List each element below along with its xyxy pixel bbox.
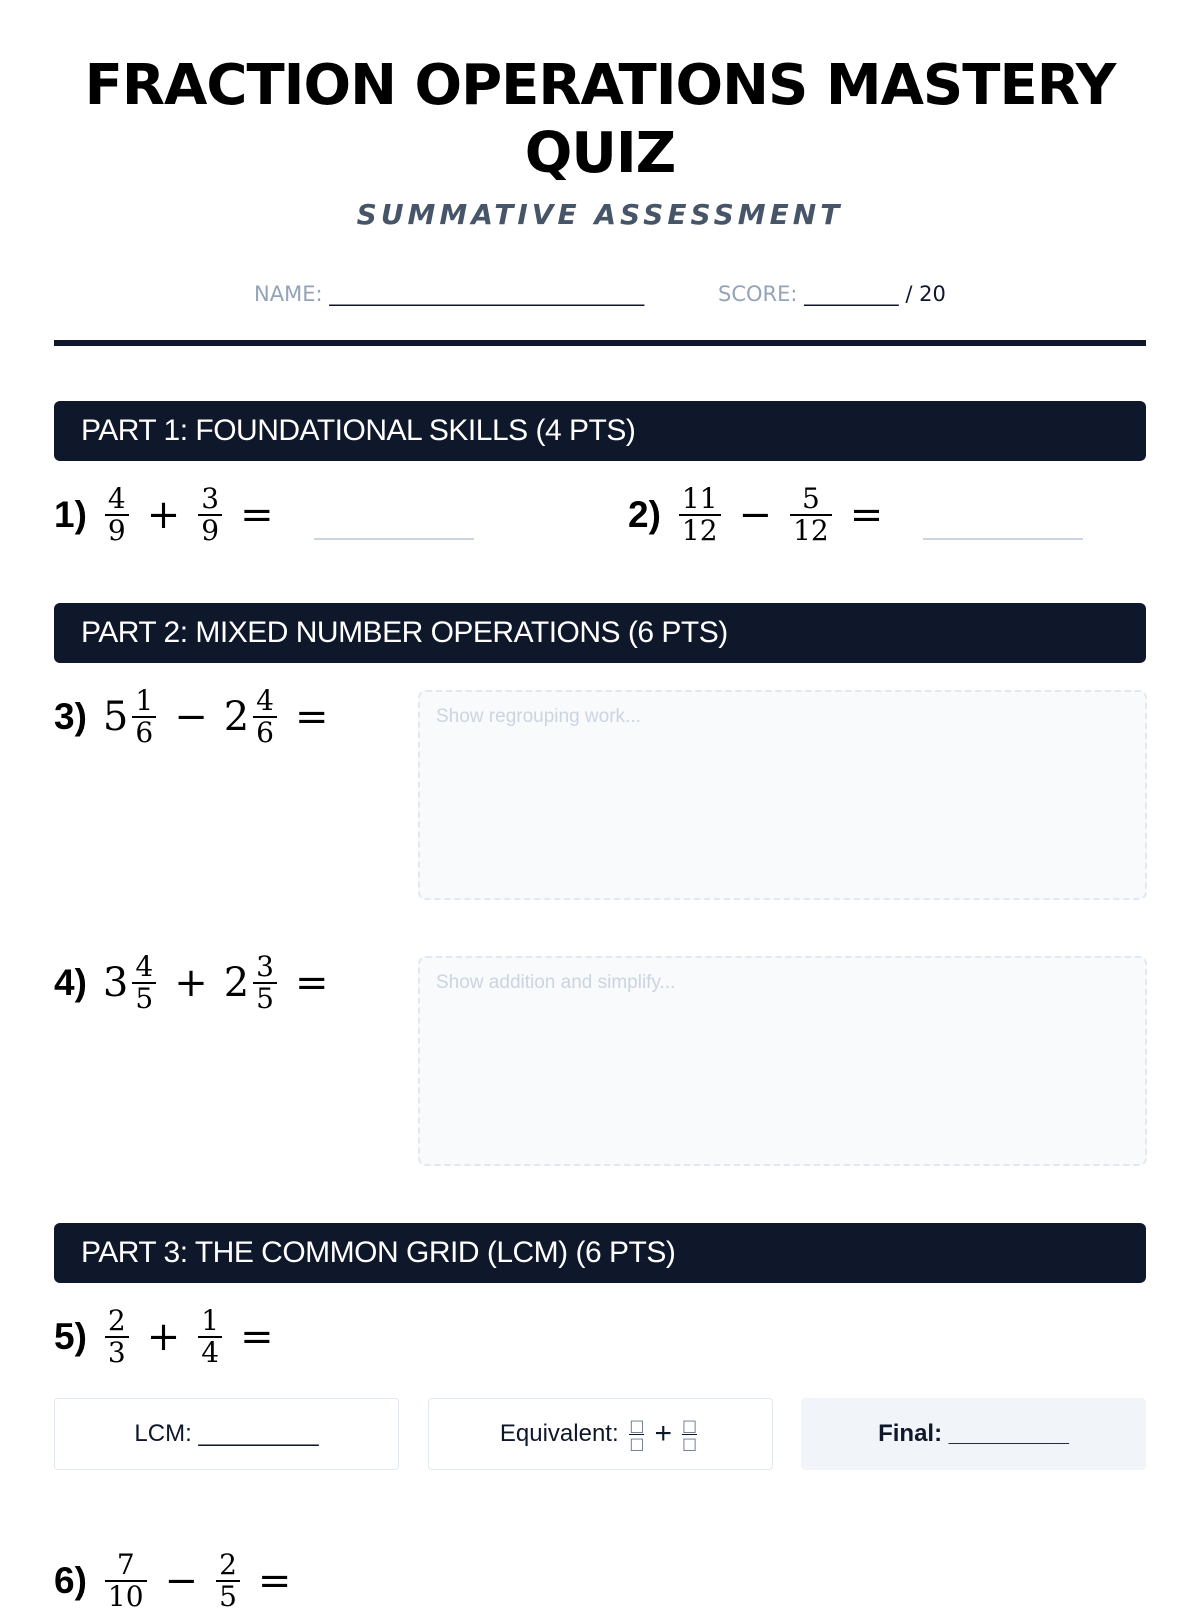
fraction: $\frac{3}{9}$ [198,484,222,546]
whole-number: 3 [102,960,129,1006]
score-total: / 20 [905,282,946,306]
lcm-blank: _________ [198,1420,319,1447]
work-area-problem-3[interactable]: Show regrouping work... [418,690,1147,900]
whole-number: 2 [223,694,250,740]
problem-number: 4) [54,962,87,1003]
equivalent-label: Equivalent: [499,1420,619,1447]
problem-1 [54,484,474,546]
name-blank: ______________________________ [329,282,645,306]
lcm-label: LCM: [134,1420,192,1447]
problem-4 [54,952,345,1014]
fraction: $\frac{4}{9}$ [105,484,129,546]
fraction: $\frac{7}{10}$ [105,1550,147,1612]
page-subtitle: SUMMATIVE ASSESSMENT [356,198,844,231]
operator: + [174,960,208,1006]
page-title: FRACTION OPERATIONS MASTERY QUIZ [84,53,1116,186]
problem-number: 6) [54,1560,87,1601]
whole-number: 2 [223,960,250,1006]
problem-number: 2) [628,494,661,535]
fraction: $\frac{11}{12}$ [679,484,721,546]
equals-sign: = [257,1558,292,1604]
fraction: $\frac{3}{5}$ [253,952,277,1014]
work-area-problem-4[interactable]: Show addition and simplify... [418,956,1147,1166]
fraction: $\frac{2}{5}$ [216,1550,240,1612]
operator: − [164,1558,199,1604]
whole-number: 5 [102,694,129,740]
score-blank: _________ [804,282,899,306]
fraction: $\frac{4}{5}$ [132,952,156,1014]
equals-sign: = [849,492,884,538]
operator: + [146,492,181,538]
lcm-box[interactable] [54,1398,399,1470]
problem-6 [54,1550,307,1612]
section-header-part1: PART 1: FOUNDATIONAL SKILLS (4 PTS) [54,401,1146,461]
answer-line[interactable] [923,538,1083,540]
empty-fraction: □ □ [629,1415,645,1453]
equivalent-box[interactable] [428,1398,773,1470]
equals-sign: = [294,960,329,1006]
problem-5 [54,1306,290,1368]
operator: − [174,694,208,740]
problem-number: 3) [54,696,87,737]
final-blank: _________ [948,1420,1069,1447]
problem-3 [54,686,345,748]
equals-sign: = [240,492,274,538]
name-label: NAME: [254,282,323,306]
fraction: $\frac{1}{4}$ [198,1306,222,1368]
equals-sign: = [294,694,329,740]
score-label: SCORE: [718,282,798,306]
fraction: $\frac{1}{6}$ [132,686,156,748]
operator: − [738,492,773,538]
fraction: $\frac{2}{3}$ [105,1306,129,1368]
name-field[interactable] [254,282,644,306]
plus-sign: + [654,1417,672,1450]
final-box[interactable] [801,1398,1146,1470]
problem-2 [628,484,1083,546]
answer-line[interactable] [314,538,474,540]
fraction: $\frac{5}{12}$ [790,484,832,546]
problem-number: 1) [54,494,87,535]
final-label: Final: [878,1420,943,1447]
section-header-part2: PART 2: MIXED NUMBER OPERATIONS (6 PTS) [54,603,1146,663]
problem-number: 5) [54,1316,87,1357]
header-divider [54,340,1146,346]
fraction: $\frac{4}{6}$ [253,686,277,748]
empty-fraction: □ □ [681,1415,698,1453]
score-field[interactable] [718,282,946,306]
equals-sign: = [240,1314,274,1360]
operator: + [146,1314,181,1360]
section-header-part3: PART 3: THE COMMON GRID (LCM) (6 PTS) [54,1223,1146,1283]
